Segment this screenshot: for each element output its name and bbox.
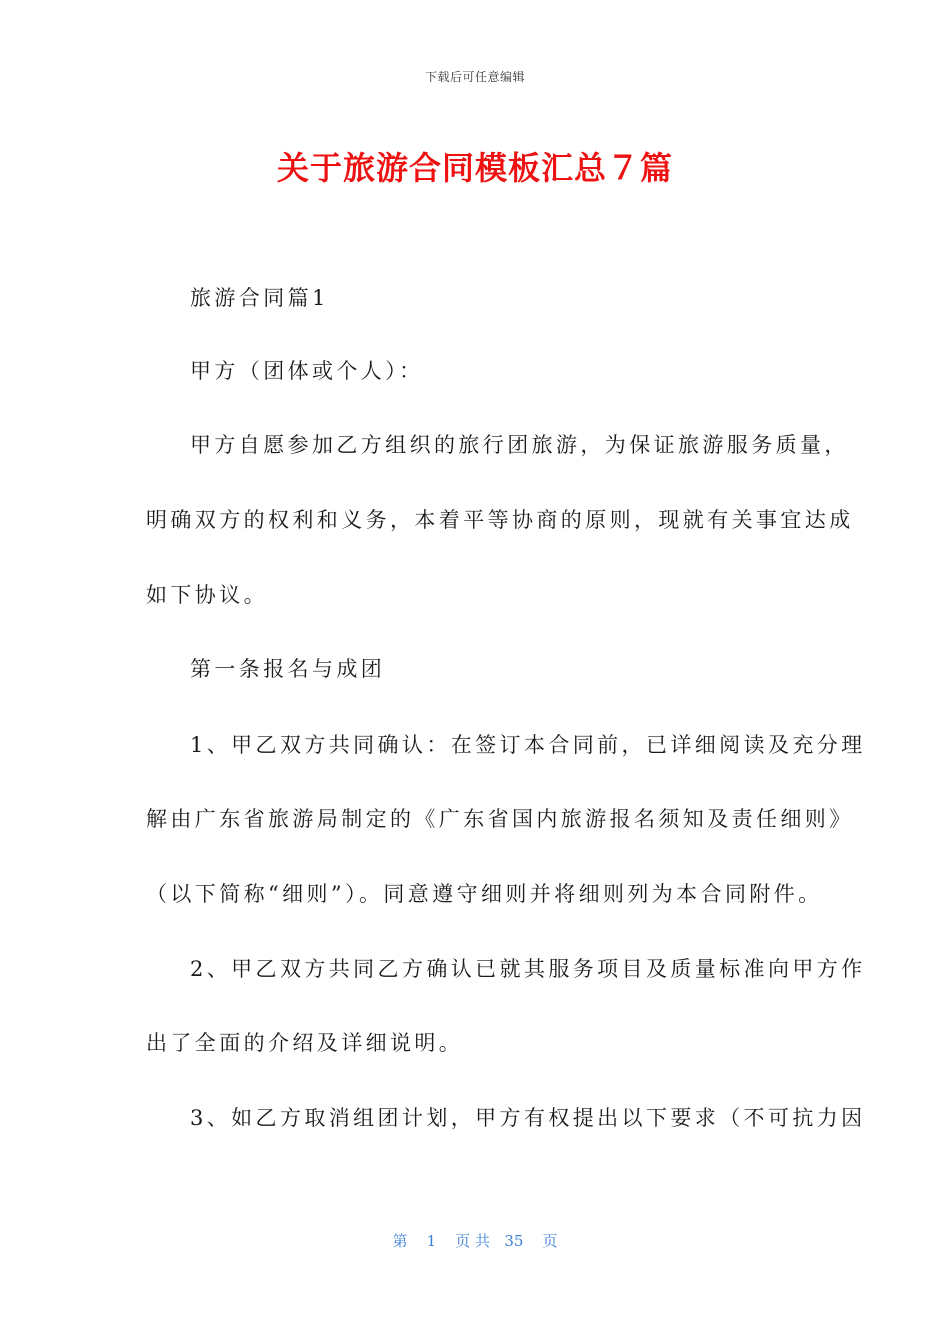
header-note: 下载后可任意编辑 [424,70,525,84]
clause-line: 解由广东省旅游局制定的《广东省国内旅游报名须知及责任细则》 [146,807,854,831]
clause-line: 2、甲乙双方共同乙方确认已就其服务项目及质量标准向甲方作 [190,957,866,981]
page-footer [0,1230,950,1251]
footer-middle: 页 共 [455,1232,490,1250]
clause-line: 出了全面的介绍及详细说明。 [146,1031,464,1055]
section-heading: 旅游合同篇1 [190,286,329,310]
paragraph-line: 明确双方的权利和义务，本着平等协商的原则，现就有关事宜达成 [146,508,854,532]
party-a-line: 甲方（团体或个人）： [190,359,424,383]
article-heading: 第一条报名与成团 [190,657,386,681]
footer-suffix: 页 [542,1232,558,1250]
total-pages-number: 35 [504,1232,524,1250]
clause-line: 3、如乙方取消组团计划，甲方有权提出以下要求（不可抗力因 [190,1106,866,1130]
clause-line: （以下简称“细则”）。同意遵守细则并将细则列为本合同附件。 [146,882,823,906]
document-title: 关于旅游合同模板汇总７篇 [276,149,673,187]
footer-prefix: 第 [392,1232,408,1250]
clause-line: 1、甲乙双方共同确认：在签订本合同前，已详细阅读及充分理 [190,733,866,757]
paragraph-line: 甲方自愿参加乙方组织的旅行团旅游，为保证旅游服务质量， [190,433,849,457]
current-page-number: 1 [426,1232,437,1250]
paragraph-line: 如下协议。 [146,583,268,607]
